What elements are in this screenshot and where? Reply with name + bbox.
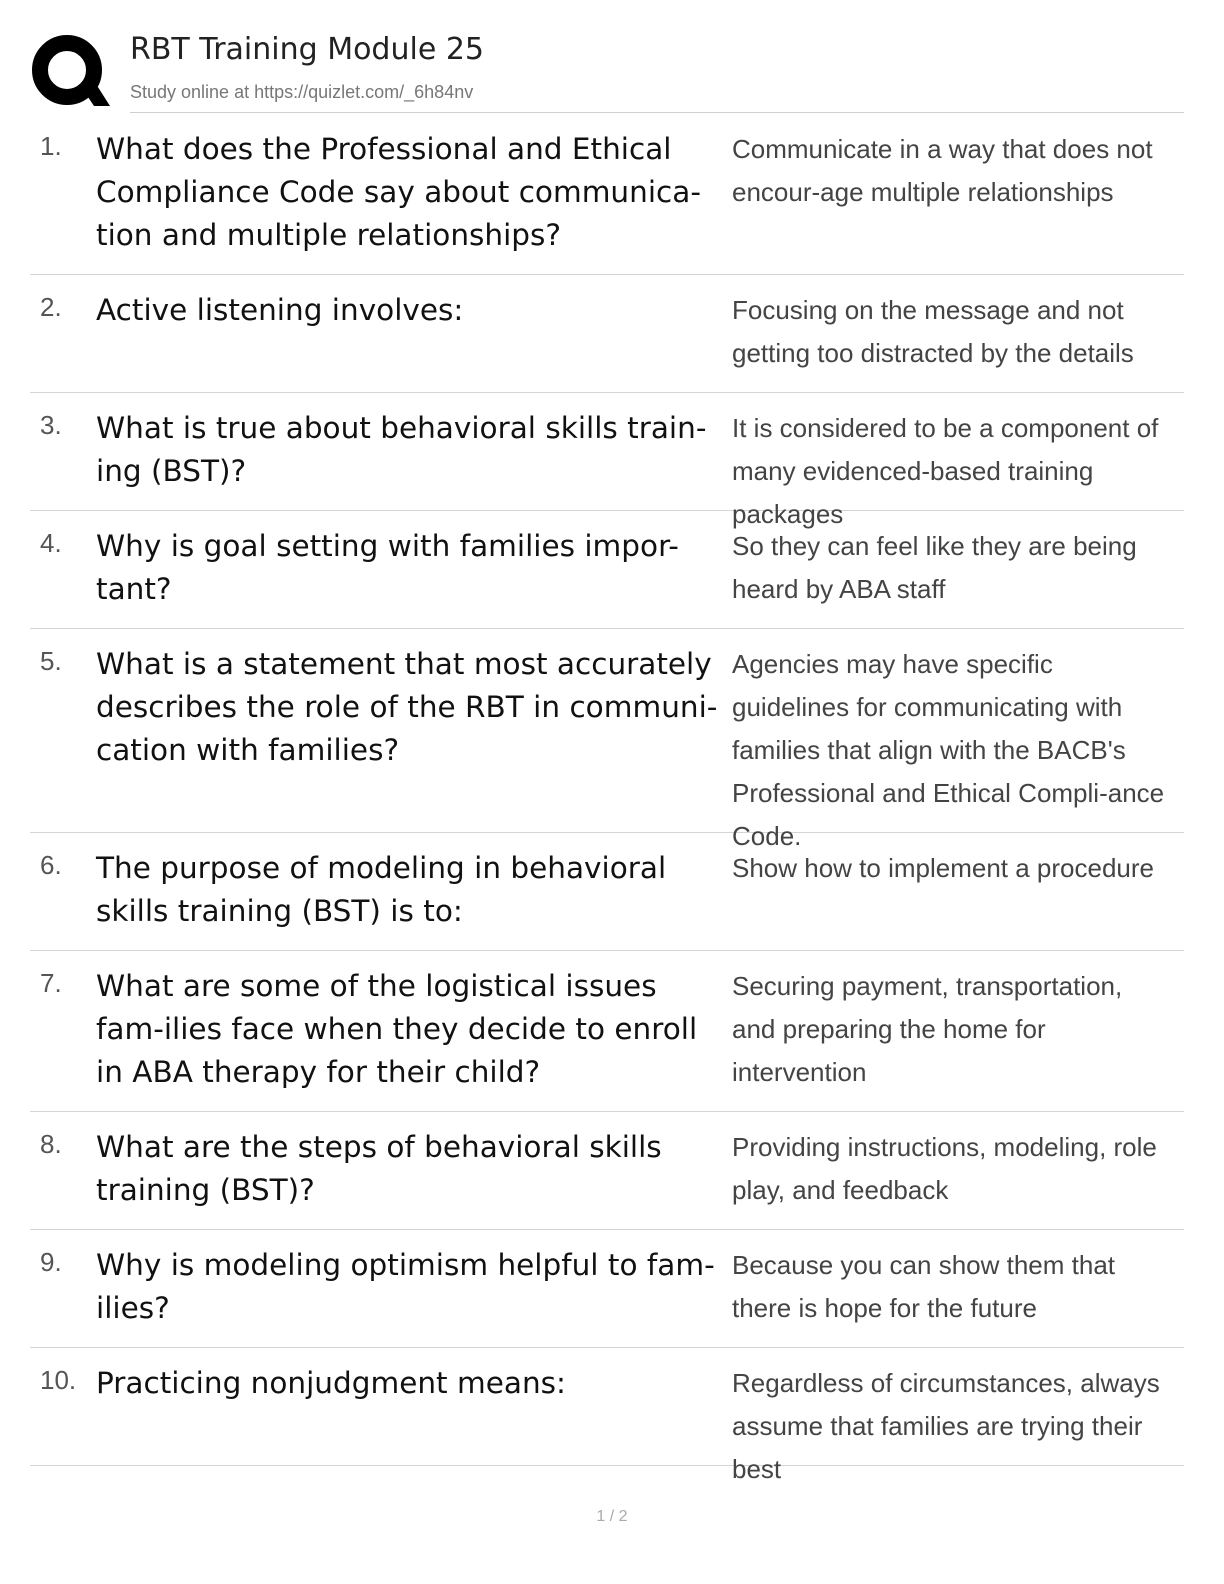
flashcard-row: [30, 114, 1184, 275]
page-number: 1 / 2: [596, 1508, 628, 1525]
flashcard-row: [30, 393, 1184, 529]
page-header: [30, 30, 1184, 114]
card-definition: Communicate in a way that does not encour-age multiple relationships: [732, 134, 1153, 207]
card-number: 4.: [40, 528, 62, 558]
card-number: 1.: [40, 131, 62, 161]
card-term: Active listening involves:: [96, 293, 464, 327]
card-definition: Agencies may have specific guidelines for communicating with families that align with the BACB's Professional and Ethical Compli-ance Code.: [732, 649, 1165, 851]
study-online-link-text[interactable]: Study online at https://quizlet.com/_6h84nv: [130, 82, 474, 102]
card-term: Why is modeling optimism helpful to fam-ilies?: [96, 1248, 715, 1325]
card-number: 7.: [40, 968, 62, 998]
card-definition: Providing instructions, modeling, role play, and feedback: [732, 1132, 1157, 1205]
card-definition: It is considered to be a component of many evidenced-based training packages: [732, 413, 1159, 529]
card-definition: Securing payment, transportation, and preparing the home for intervention: [732, 971, 1123, 1087]
card-number: 5.: [40, 646, 62, 676]
flashcard-row: [30, 951, 1184, 1112]
card-term: Practicing nonjudgment means:: [96, 1366, 566, 1400]
card-number: 2.: [40, 292, 62, 322]
card-term: What is true about behavioral skills train-ing (BST)?: [96, 411, 707, 488]
card-number: 6.: [40, 850, 62, 880]
flashcard-row: [30, 629, 1184, 851]
card-term: What is a statement that most accurately describes the role of the RBT in communi-cation with families?: [96, 647, 718, 767]
flashcard-row: [30, 511, 1184, 629]
page-title: RBT Training Module 25: [130, 32, 484, 67]
quizlet-q-logo-icon: [30, 32, 110, 112]
header-divider: [130, 112, 1184, 113]
card-term: What are some of the logistical issues fam-ilies face when they decide to enroll in ABA therapy for their child?: [96, 969, 698, 1089]
flashcard-row: [30, 1230, 1184, 1348]
flashcard-row: [30, 275, 1184, 393]
card-term: Why is goal setting with families impor-tant?: [96, 529, 679, 606]
card-definition: So they can feel like they are being heard by ABA staff: [732, 531, 1137, 604]
card-term: What does the Professional and Ethical Compliance Code say about communica-tion and multiple relationships?: [96, 132, 701, 252]
card-definition: Because you can show them that there is hope for the future: [732, 1250, 1116, 1323]
card-definition: Regardless of circumstances, always assume that families are trying their best: [732, 1368, 1160, 1484]
card-number: 3.: [40, 410, 62, 440]
card-number: 8.: [40, 1129, 62, 1159]
card-number: 10.: [40, 1365, 77, 1395]
card-term: What are the steps of behavioral skills training (BST)?: [96, 1130, 662, 1207]
card-definition: Focusing on the message and not getting too distracted by the details: [732, 295, 1134, 368]
flashcard-row: [30, 1112, 1184, 1230]
card-number: 9.: [40, 1247, 62, 1277]
flashcard-row: [30, 833, 1184, 951]
card-definition: Show how to implement a procedure: [732, 853, 1155, 883]
flashcard-list: [30, 114, 1184, 1484]
flashcard-row: [30, 1348, 1184, 1484]
card-term: The purpose of modeling in behavioral skills training (BST) is to:: [96, 851, 667, 928]
